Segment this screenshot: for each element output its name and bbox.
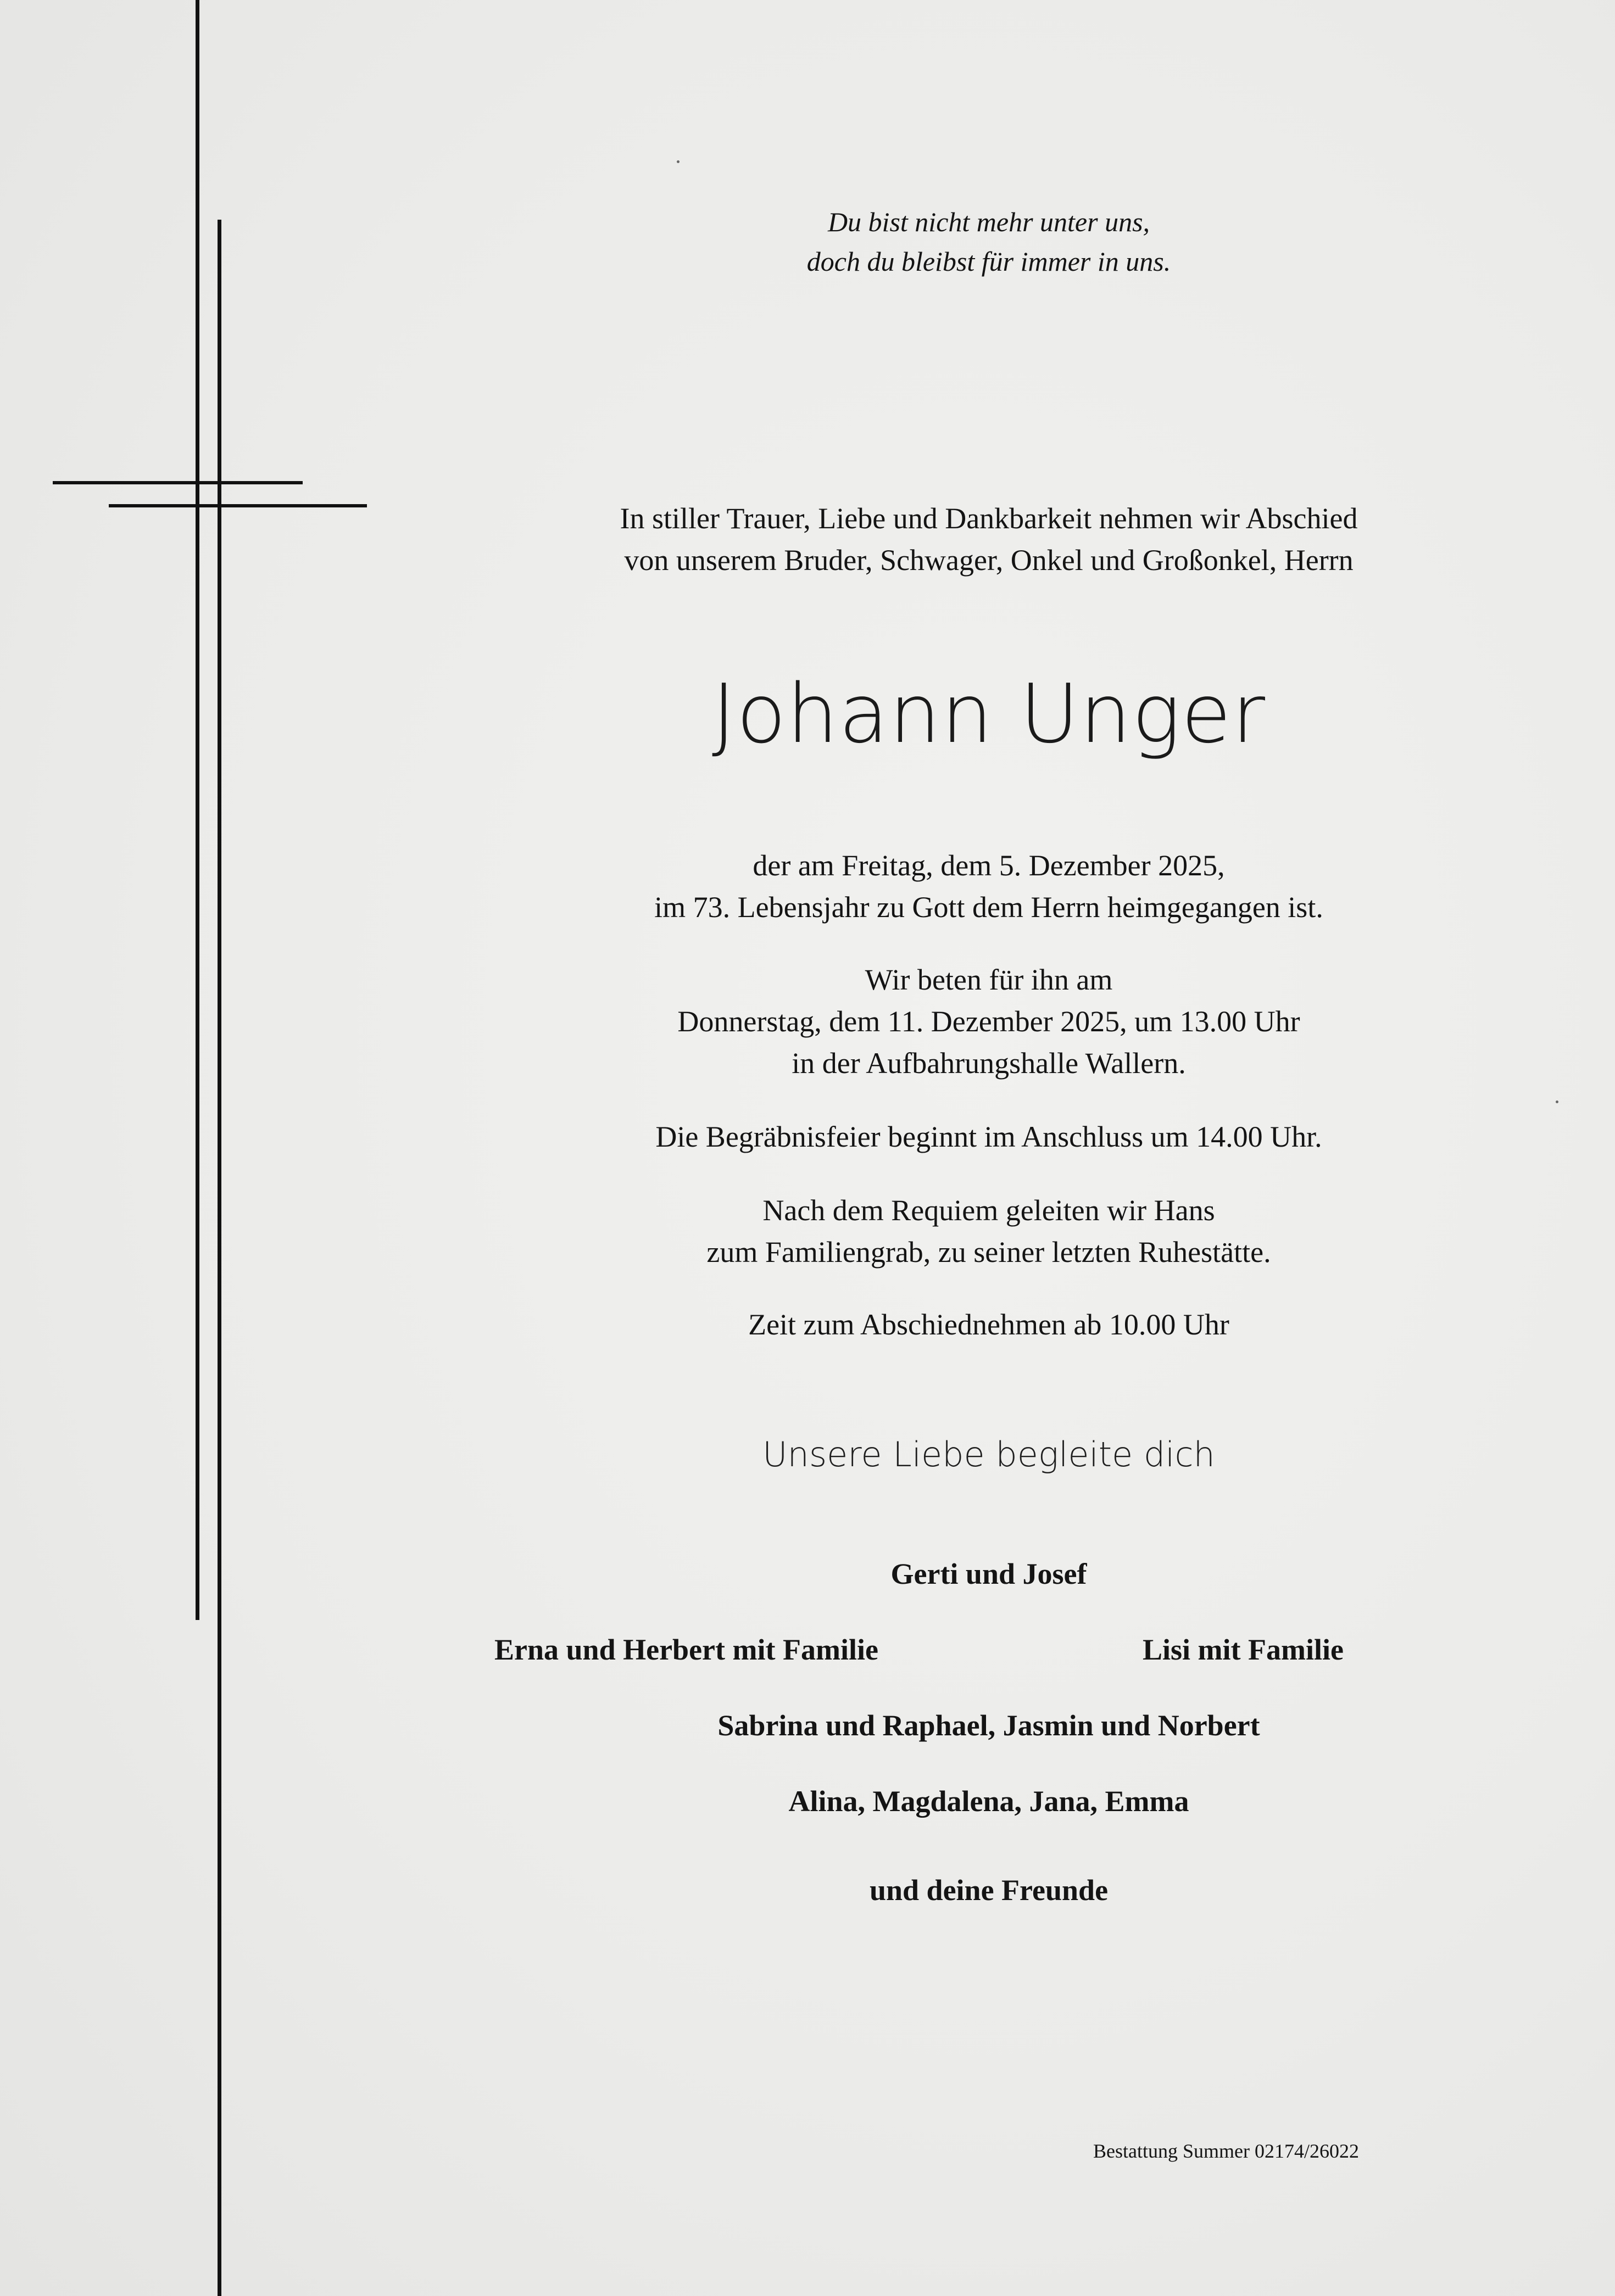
death-line: der am Freitag, dem 5. Dezember 2025, [753,849,1225,882]
mourner-row-1: Gerti und Josef [890,1557,1087,1590]
requiem-info [428,1189,1549,1273]
closing-line: Unsere Liebe begleite dich [762,1434,1215,1474]
prayer-line: in der Aufbahrungshalle Wallern. [792,1047,1186,1080]
funeral-home-contact: Bestattung Summer 02174/26022 [1093,2140,1359,2162]
cross-vertical-line-left [196,0,199,1620]
scan-speck [1556,1100,1558,1103]
farewell-info: Zeit zum Abschiednehmen ab 10.00 Uhr [748,1308,1229,1341]
prayer-info [428,959,1549,1084]
requiem-line: zum Familiengrab, zu seiner letzten Ruhestätte. [706,1236,1271,1269]
motto-line: doch du bleibst für immer in uns. [806,246,1171,277]
cross-horizontal-line-lower [109,504,367,507]
scan-speck [677,160,680,163]
intro-line: von unserem Bruder, Schwager, Onkel und Großonkel, Herrn [624,544,1354,577]
mourner-row-4: Alina, Magdalena, Jana, Emma [788,1785,1189,1818]
intro-line: In stiller Trauer, Liebe und Dankbarkeit nehmen wir Abschied [620,502,1358,535]
death-notice [428,845,1549,928]
prayer-line: Donnerstag, dem 11. Dezember 2025, um 13.00 Uhr [677,1005,1300,1038]
mourner-row-5: und deine Freunde [869,1874,1109,1907]
motto [428,202,1549,281]
deceased-name: Johann Unger [711,667,1266,761]
mourner-row-2-left: Erna und Herbert mit Familie [494,1633,878,1666]
death-line: im 73. Lebensjahr zu Gott dem Herrn heimgegangen ist. [654,891,1323,924]
cross-vertical-line-right [218,220,221,2296]
mourner-row-3: Sabrina und Raphael, Jasmin und Norbert [717,1709,1260,1742]
motto-line: Du bist nicht mehr unter uns, [827,206,1150,237]
intro-text [428,498,1549,581]
cross-horizontal-line-upper [53,481,303,484]
funeral-info: Die Begräbnisfeier beginnt im Anschluss um 14.00 Uhr. [655,1120,1322,1153]
prayer-line: Wir beten für ihn am [865,963,1113,996]
mourner-row-2-right: Lisi mit Familie [1143,1633,1344,1666]
requiem-line: Nach dem Requiem geleiten wir Hans [762,1194,1215,1227]
